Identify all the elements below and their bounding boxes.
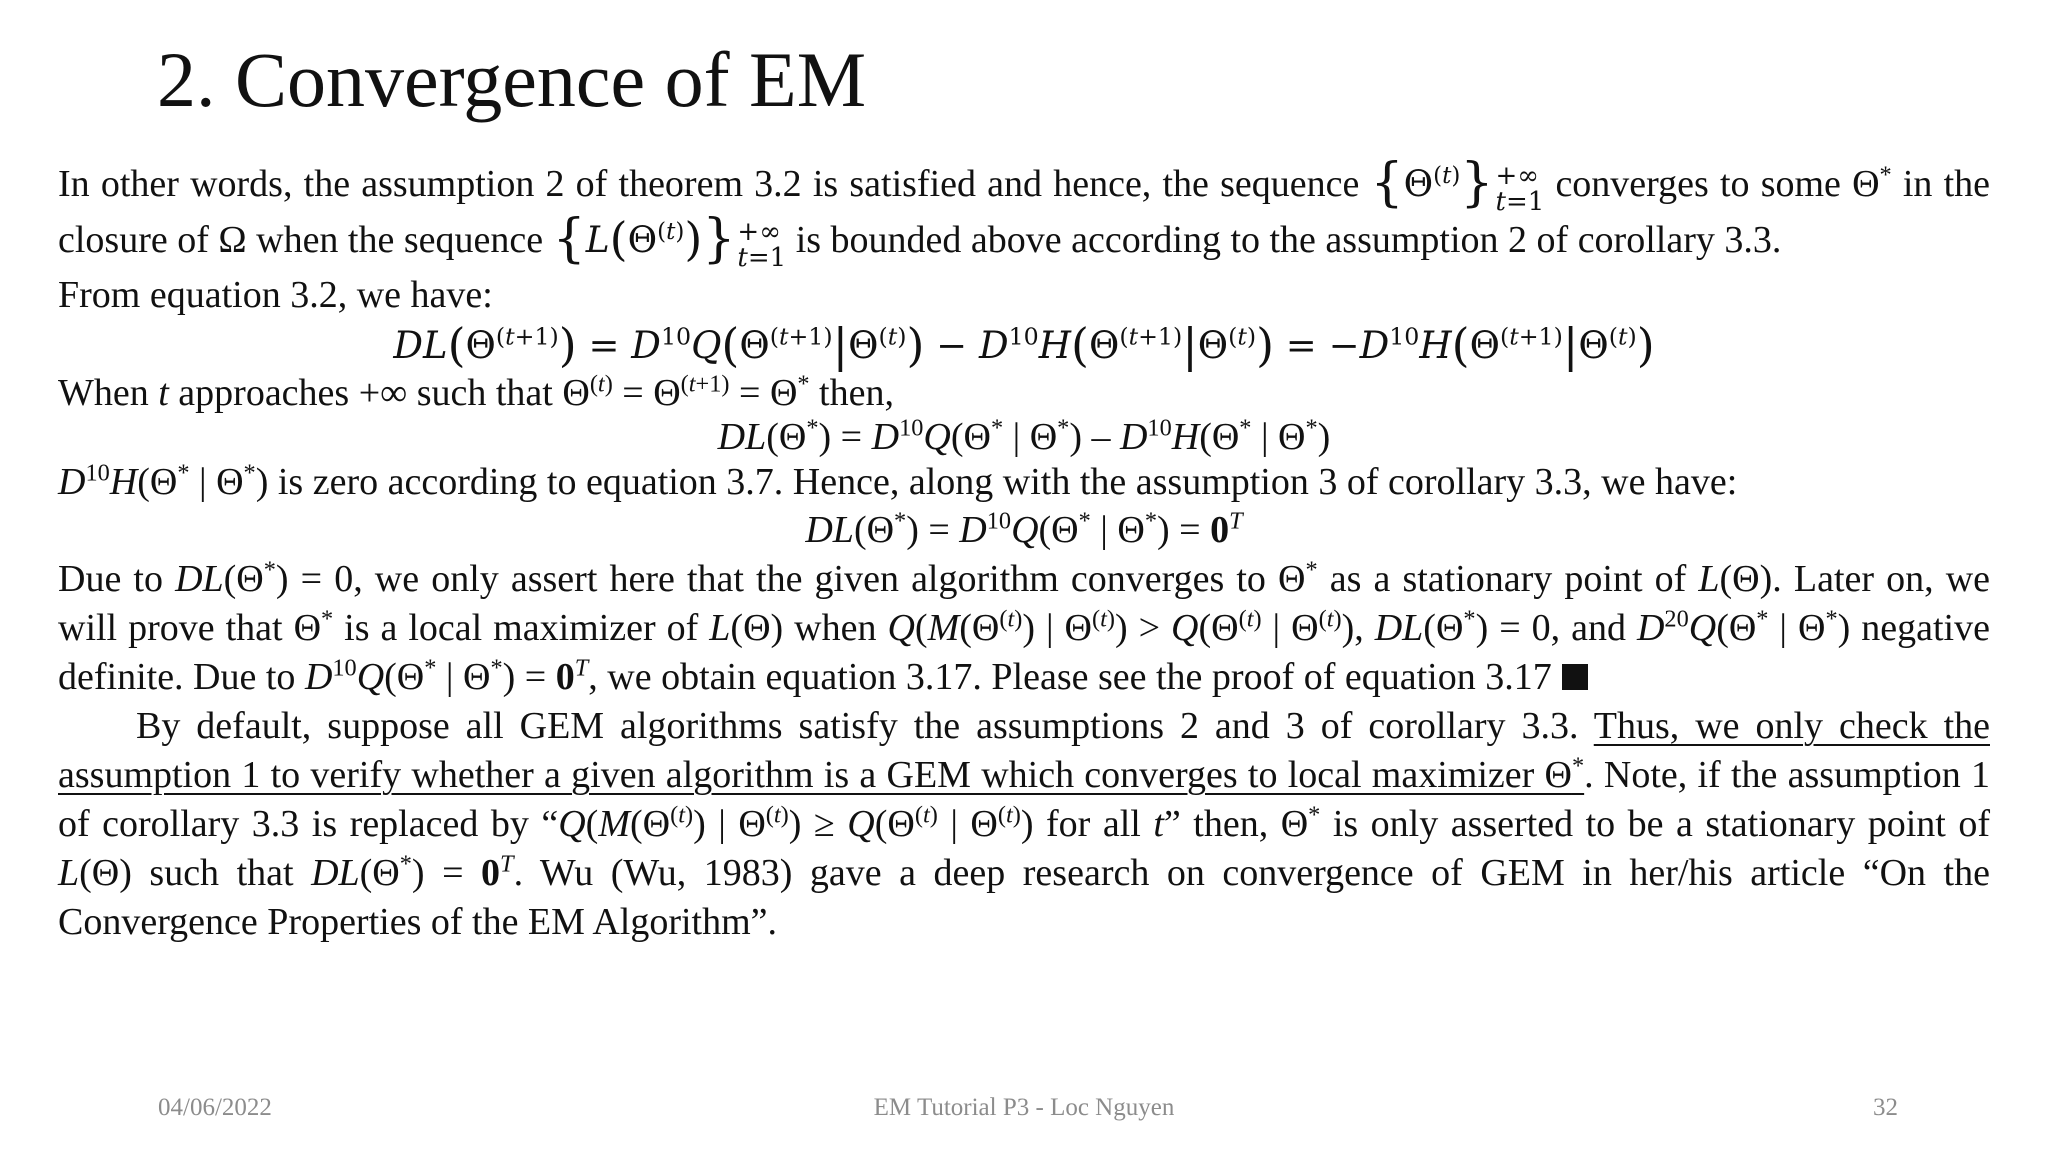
text-p10-underlined: Thus, we only check the assumption 1 to verify whether a given algorithm is a GEM which converges to local maximizer Θ* [58,705,1990,796]
text-p10b: Note, if the assumption 1 of corollary 3.3 is replaced by “ [58,754,1990,845]
paragraph-stationary-point: Due to DL(Θ*) = 0, we only assert here that the given algorithm converges to Θ* as a stationary point of L(Θ). Later on, we will prove that Θ* is a local maximizer of L(Θ) when $Q(M(\Theta^{(t)})$ | $\Theta^{(t)}) > Q(\Theta^{(t)}$ | $\Theta^{(t)}$), DL(Θ*) = 0, and $D^{20}Q(\Theta^*$ | Θ*) negative definite. Due to $D^{10}Q(\Theta^*$ | $\Theta^*) = 0^T$, we obtain equation 3.17. Please see the proof of equation 3.17 [58,556,1991,698]
text-p9h: negative definite. Due to [58,607,1990,698]
equation-dl-zero: $DL(\Theta^*) = D^{10}Q(\Theta^*$ | $\Theta^*) = 0^T$ [805,507,1243,551]
text-p10e: is only asserted to be a stationary point of [1332,803,1991,845]
paragraph-sequence-convergence: In other words, the assumption 2 of theorem 3.2 is satisfied and hence, the sequence $\{\Theta^{(t)}\}$ +∞ t=1 converges to some Θ* in the closure of Ω when the sequence $\{L(\Theta^{(t)})\}$ +∞ t=1 is bounded above according to the assumption 2 of corollary 3.3. [58,153,1991,273]
math-theta-sequence: $\{\Theta^{(t)}\}$ +∞ t=1 [1370,153,1545,217]
text-p5a: When [58,372,149,414]
text-p9e: is a local maximizer of [344,607,699,649]
footer-page-number: 32 [1873,1094,1898,1121]
slide-title: 2. Convergence of EM [157,36,867,123]
text-p10g: Wu (Wu, 1983) gave a deep research on convergence of GEM in her/his article “On the Convergence Properties of the EM Algorithm”. [58,852,1990,943]
text-p9f: when [794,607,877,649]
math-likelihood-sequence: $\{L(\Theta^{(t)})\}$ +∞ t=1 [552,209,787,273]
equation-derivative-decomposition: $DL(\Theta^{(t+1)}) = D^{10}Q(\Theta^{(t+1)}|\Theta^{(t)}) - D^{10}H(\Theta^{(t+1)}|\Theta^{(t)}) = -D^{10}H(\Theta^{(t+1)}|\Theta^{(t)})$ [393,318,1655,372]
text-p1a: In other words, the assumption 2 of theorem 3.2 is satisfied and hence, the sequence [58,163,1360,205]
text-p9g: and [1571,607,1626,649]
text-p9c: as a stationary point of [1329,558,1687,600]
text-p2a: in the closure of Ω when the sequence [58,163,1991,261]
paragraph-when-t-approaches: When t approaches +∞ such that $\Theta^{(t)} = \Theta^{(t+1)} = \Theta^*$ then, [58,370,894,414]
text-p10f: such that [149,852,294,894]
footer-title: EM Tutorial P3 - Loc Nguyen [873,1094,1175,1121]
text-p10d: ” then, Θ [1163,803,1309,845]
text-from-equation: From equation 3.2, we have: [58,274,493,316]
qed-square-icon [1562,664,1588,690]
text-p10a: By default, suppose all GEM algorithms satisfy the assumptions 2 and 3 of corollary 3.3. [136,705,1579,747]
paragraph-d10h-zero: $D^{10}H(\Theta^*$ | Θ*) is zero according to equation 3.7. Hence, along with the assumption 3 of corollary 3.3, we have: [58,459,1738,503]
text-p5c: then, [819,372,894,414]
footer-date: 04/06/2022 [158,1094,272,1121]
text-p10c: for all [1046,803,1141,845]
text-p9d: Later on, we will prove that Θ [58,558,1991,649]
text-p9b: we only assert here that the given algorithm converges to Θ [374,558,1306,600]
text-p1b: converges to some Θ [1555,163,1880,205]
equation-dl-theta-star: $DL(\Theta^*) = D^{10}Q(\Theta^*$ | $\Theta^*) - D^{10}H(\Theta^*$ | Θ*) [717,414,1331,458]
slide-body [58,153,1991,947]
text-p9a: Due to [58,558,163,600]
text-p7: is zero according to equation 3.7. Hence, along with the assumption 3 of corollary 3.3, we have: [277,461,1738,503]
text-p9i: we obtain equation 3.17. Please see the proof of equation 3.17 [607,656,1552,698]
text-p2b: is bounded above according to the assumption 2 of corollary 3.3. [795,219,1782,261]
paragraph-gem-assumptions: By default, suppose all GEM algorithms satisfy the assumptions 2 and 3 of corollary 3.3. Thus, we only check the assumption 1 to verify whether a given algorithm is a GEM which converges to local maximizer Θ*. Note, if the assumption 1 of corollary 3.3 is replaced by “$Q(M(\Theta^{(t)})$ | $\Theta^{(t)}) \ge Q(\Theta^{(t)}$ | $\Theta^{(t)}$) for all t” then, Θ* is only asserted to be a stationary point of L(Θ) such that $DL(\Theta^*) = 0^T$. Wu (Wu, 1983) gave a deep research on convergence of GEM in her/his article “On the Convergence Properties of the EM Algorithm”. [58,705,1991,943]
text-p5b: approaches +∞ such that Θ [178,372,590,414]
